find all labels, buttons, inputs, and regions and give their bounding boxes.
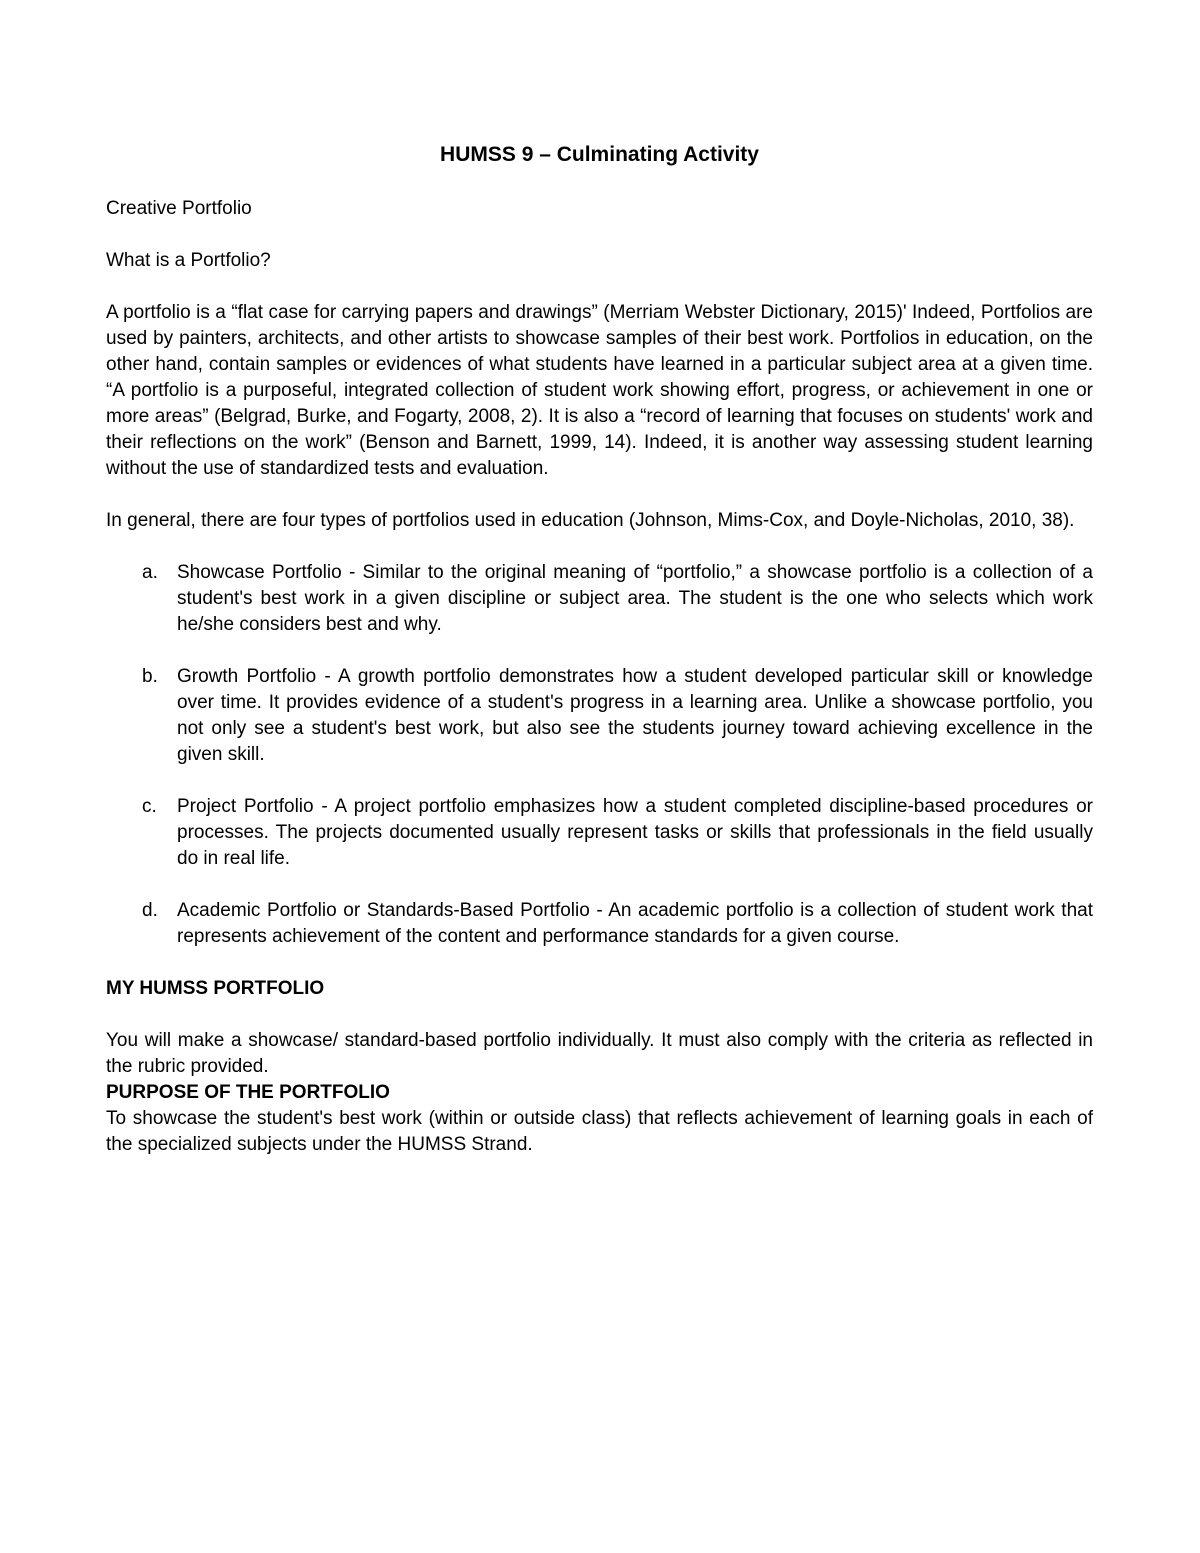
types-intro-paragraph: In general, there are four types of portfolios used in education (Johnson, Mims-Cox, and Doyle-Nicholas, 2010, 38). — [106, 510, 1075, 531]
portfolio-types-list — [106, 560, 1093, 950]
intro-paragraph: A portfolio is a “flat case for carrying papers and drawings” (Merriam Webster Dictionary, 2015)' Indeed, Portfolios are used by painters, architects, and other artists to showcase samples of their best work. Portfolios in education, on the other hand, contain samples or evidences of what students have learned in a particular subject area at a given time. “A portfolio is a purposeful, integrated collection of student work showing effort, progress, or achievement in one or more areas” (Belgrad, Burke, and Fogarty, 2008, 2). It is also a “record of learning that focuses on students' work and their reflections on the work” (Benson and Barnett, 1999, 14). Indeed, it is another way assessing student learning without the use of standardized tests and evaluation. — [106, 302, 1093, 479]
document-title: HUMSS 9 – Culminating Activity — [440, 143, 759, 166]
document-page — [106, 140, 1093, 1158]
list-marker: b. — [142, 666, 158, 687]
list-item-text: Academic Portfolio or Standards-Based Portfolio - An academic portfolio is a collection of student work that represents achievement of the content and performance standards for a given course. — [177, 900, 1093, 947]
list-item — [106, 560, 1093, 638]
my-portfolio-text: You will make a showcase/ standard-based portfolio individually. It must also comply with the criteria as reflected in the rubric provided. — [106, 1030, 1093, 1077]
purpose-text: To showcase the student's best work (within or outside class) that reflects achievement of learning goals in each of the specialized subjects under the HUMSS Strand. — [106, 1108, 1093, 1155]
document-subtitle: Creative Portfolio — [106, 198, 252, 219]
list-marker: d. — [142, 900, 158, 921]
section-question: What is a Portfolio? — [106, 250, 271, 271]
list-item-text: Growth Portfolio - A growth portfolio demonstrates how a student developed particular skill or knowledge over time. It provides evidence of a student's progress in a learning area. Unlike a showcase portfolio, you not only see a student's best work, but also see the students journey toward achieving excellence in the given skill. — [177, 666, 1093, 765]
my-portfolio-heading: MY HUMSS PORTFOLIO — [106, 978, 325, 999]
list-item — [106, 664, 1093, 768]
list-item — [106, 898, 1093, 950]
list-marker: c. — [142, 796, 157, 817]
list-marker: a. — [142, 562, 158, 583]
list-item-text: Project Portfolio - A project portfolio emphasizes how a student completed discipline-based procedures or processes. The projects documented usually represent tasks or skills that professionals in the field usually do in real life. — [177, 796, 1093, 869]
list-item-text: Showcase Portfolio - Similar to the original meaning of “portfolio,” a showcase portfolio is a collection of a student's best work in a given discipline or subject area. The student is the one who selects which work he/she considers best and why. — [177, 562, 1093, 635]
list-item — [106, 794, 1093, 872]
purpose-heading: PURPOSE OF THE PORTFOLIO — [106, 1082, 390, 1103]
